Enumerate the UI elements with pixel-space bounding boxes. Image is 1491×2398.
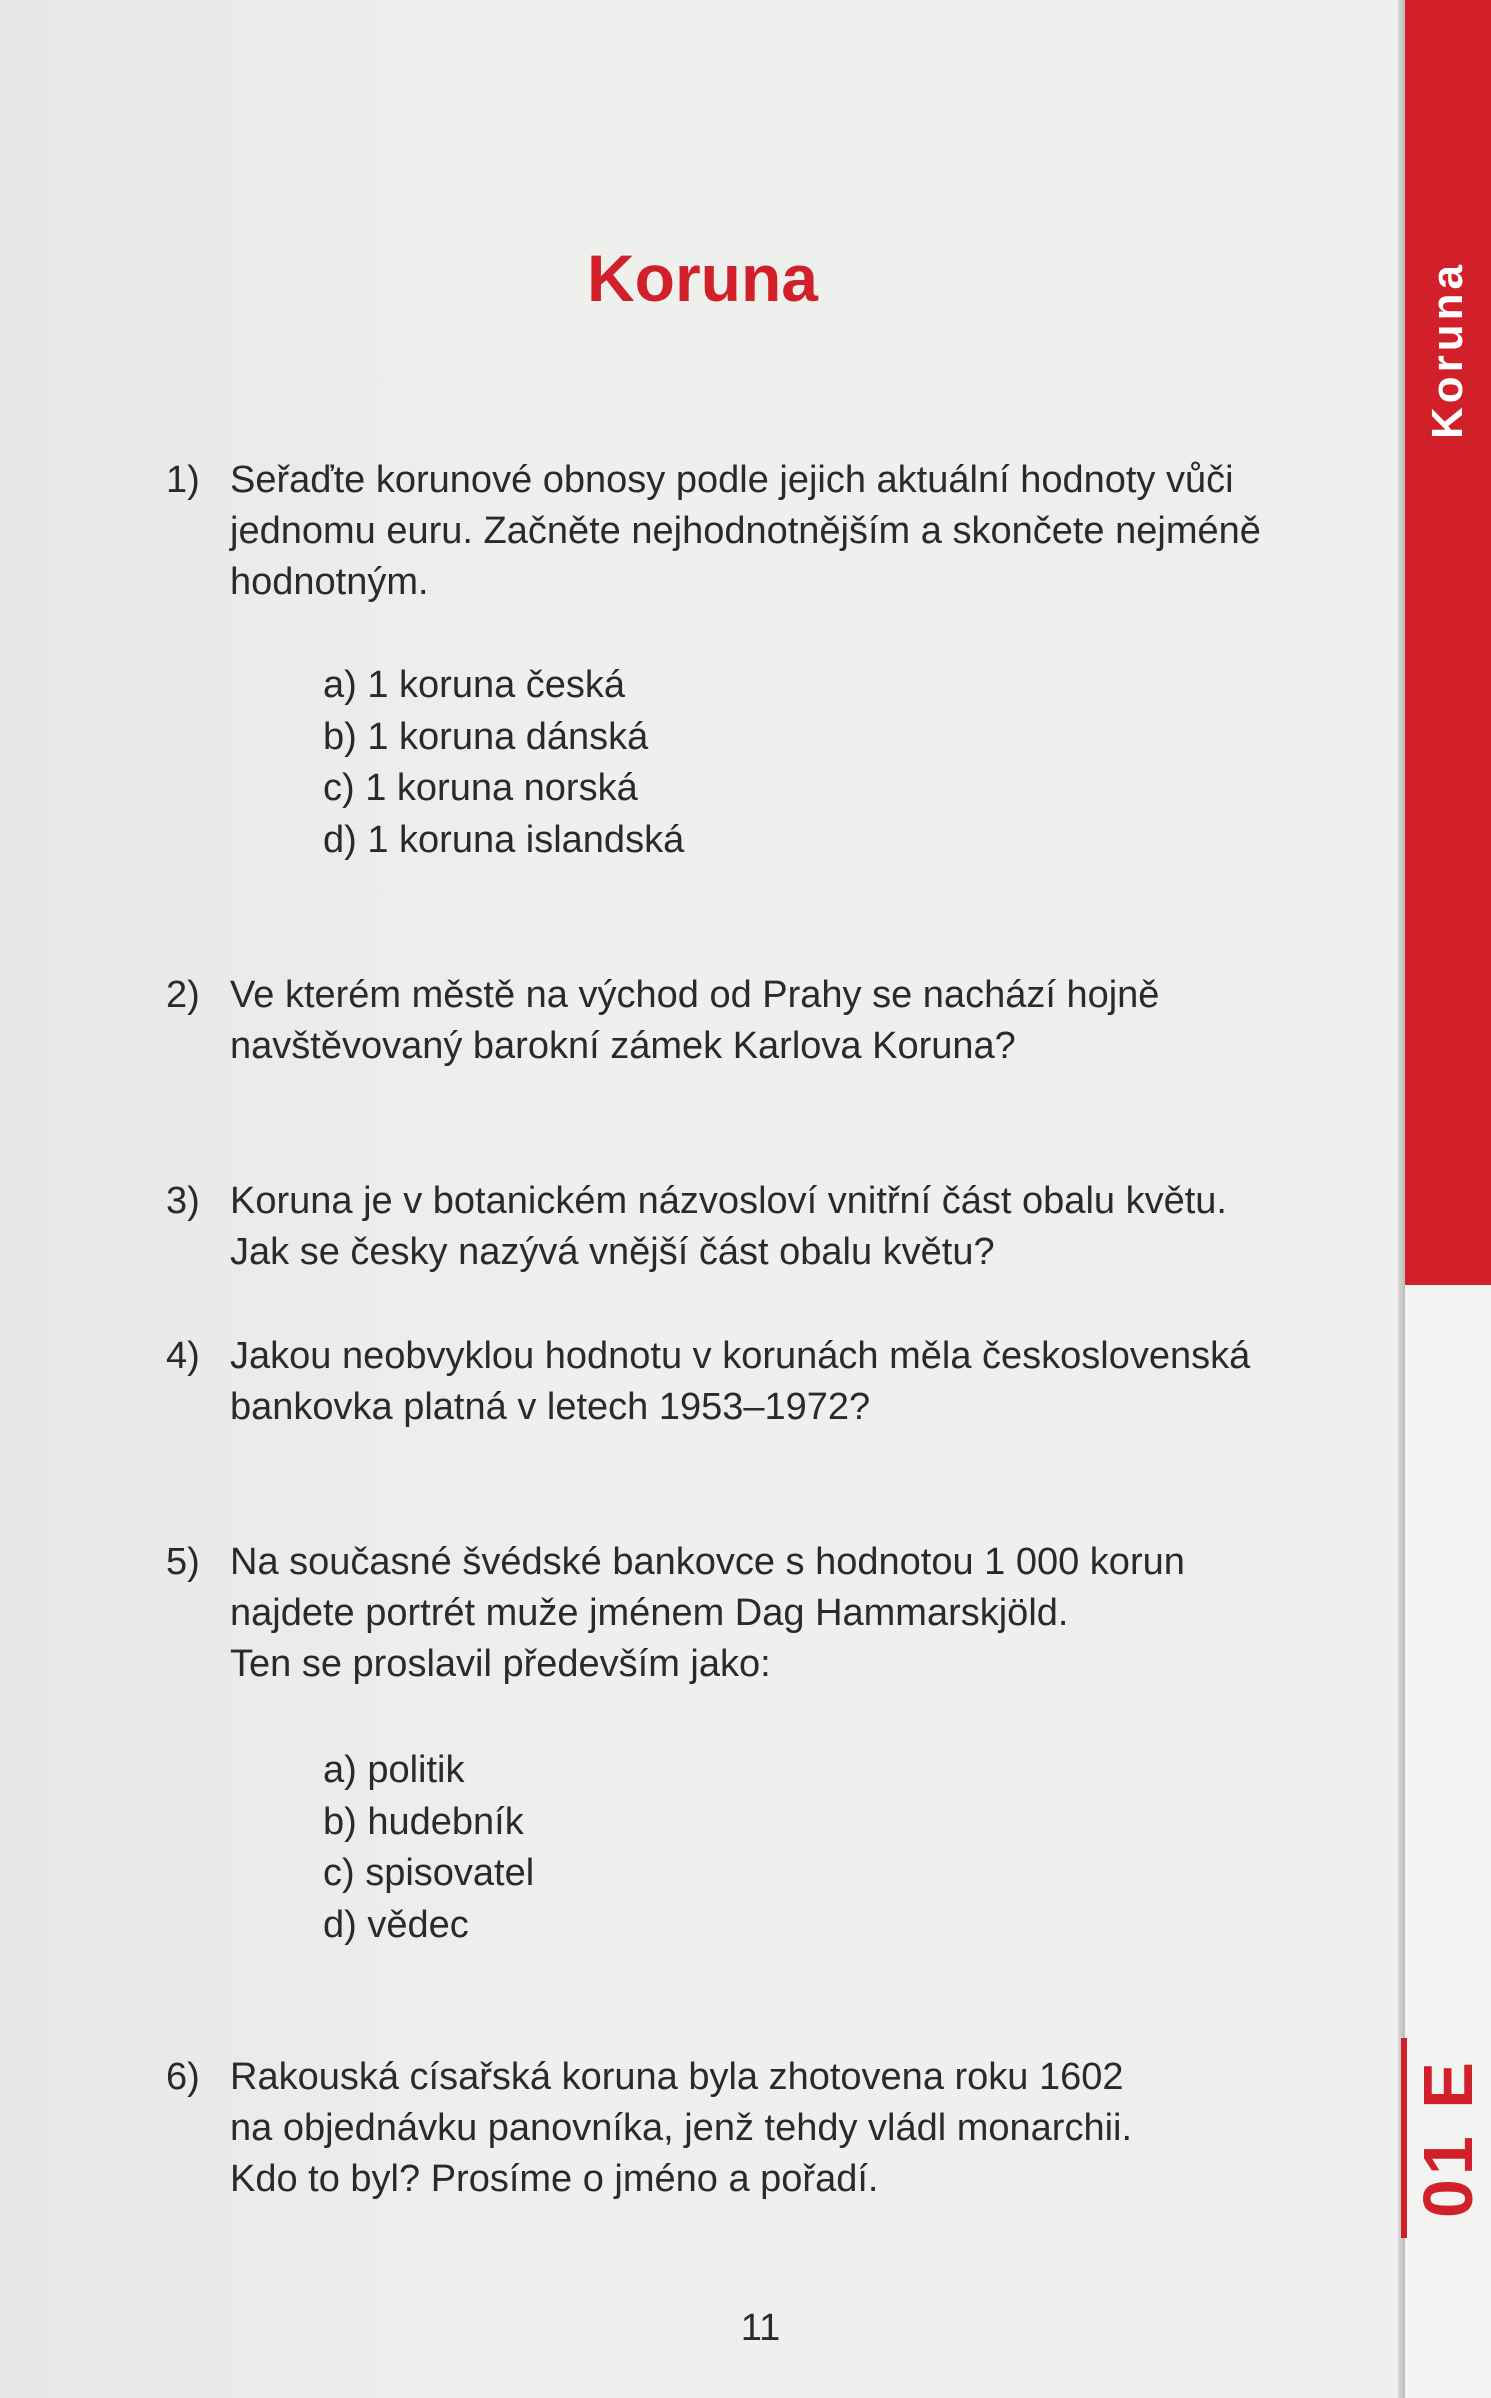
question-text: Ve kterém městě na východ od Prahy se nachází hojně navštěvovaný barokní zámek Karlova Koruna? [230, 974, 1160, 1067]
section-tab-label: Koruna [1423, 261, 1472, 439]
question-number: 1) [166, 459, 200, 501]
option-item: d) vědec [323, 1903, 469, 1946]
question-number: 5) [166, 1541, 200, 1583]
question-text: Rakouská císařská koruna byla zhotovena roku 1602 na objednávku panovníka, jenž tehdy vládl monarchii. Kdo to byl? Prosíme o jméno a pořadí. [230, 2056, 1133, 2200]
question-1 [166, 455, 1346, 608]
question-text: Jakou neobvyklou hodnotu v korunách měla československá bankovka platná v letech 1953–1972? [230, 1335, 1251, 1428]
section-tab-strip [1405, 0, 1491, 1285]
section-code-label: 01 E [1409, 2058, 1487, 2218]
question-2 [166, 970, 1346, 1072]
question-5-options [323, 1745, 534, 1951]
section-code-marker [1401, 2038, 1407, 2238]
question-1-options [323, 660, 684, 866]
question-text: Koruna je v botanickém názvosloví vnitřní část obalu květu. Jak se česky nazývá vnější část obalu květu? [230, 1180, 1227, 1273]
question-text: Seřaďte korunové obnosy podle jejich aktuální hodnoty vůči jednomu euru. Začněte nejhodnotnějším a skončete nejméně hodnotným. [230, 459, 1261, 603]
page-number: 11 [740, 2307, 781, 2349]
question-3 [166, 1176, 1346, 1278]
question-number: 6) [166, 2056, 200, 2098]
question-5 [166, 1537, 1346, 1690]
option-item: c) 1 koruna norská [323, 767, 638, 809]
question-4 [166, 1331, 1346, 1433]
question-number: 3) [166, 1180, 200, 1222]
option-item: b) hudebník [323, 1800, 524, 1843]
page-title: Koruna [587, 241, 818, 315]
option-item: a) 1 koruna česká [323, 664, 626, 706]
option-item: d) 1 koruna islandská [323, 818, 685, 861]
question-number: 2) [166, 974, 200, 1016]
section-tab [1411, 235, 1485, 465]
question-6 [166, 2052, 1346, 2205]
option-item: b) 1 koruna dánská [323, 715, 649, 758]
question-text: Na současné švédské bankovce s hodnotou 1 000 korun najdete portrét muže jménem Dag Hammarskjöld. Ten se proslavil především jako: [230, 1541, 1185, 1685]
section-code [1411, 2028, 1485, 2248]
option-item: c) spisovatel [323, 1852, 535, 1894]
question-number: 4) [166, 1335, 200, 1377]
option-item: a) politik [323, 1749, 465, 1791]
